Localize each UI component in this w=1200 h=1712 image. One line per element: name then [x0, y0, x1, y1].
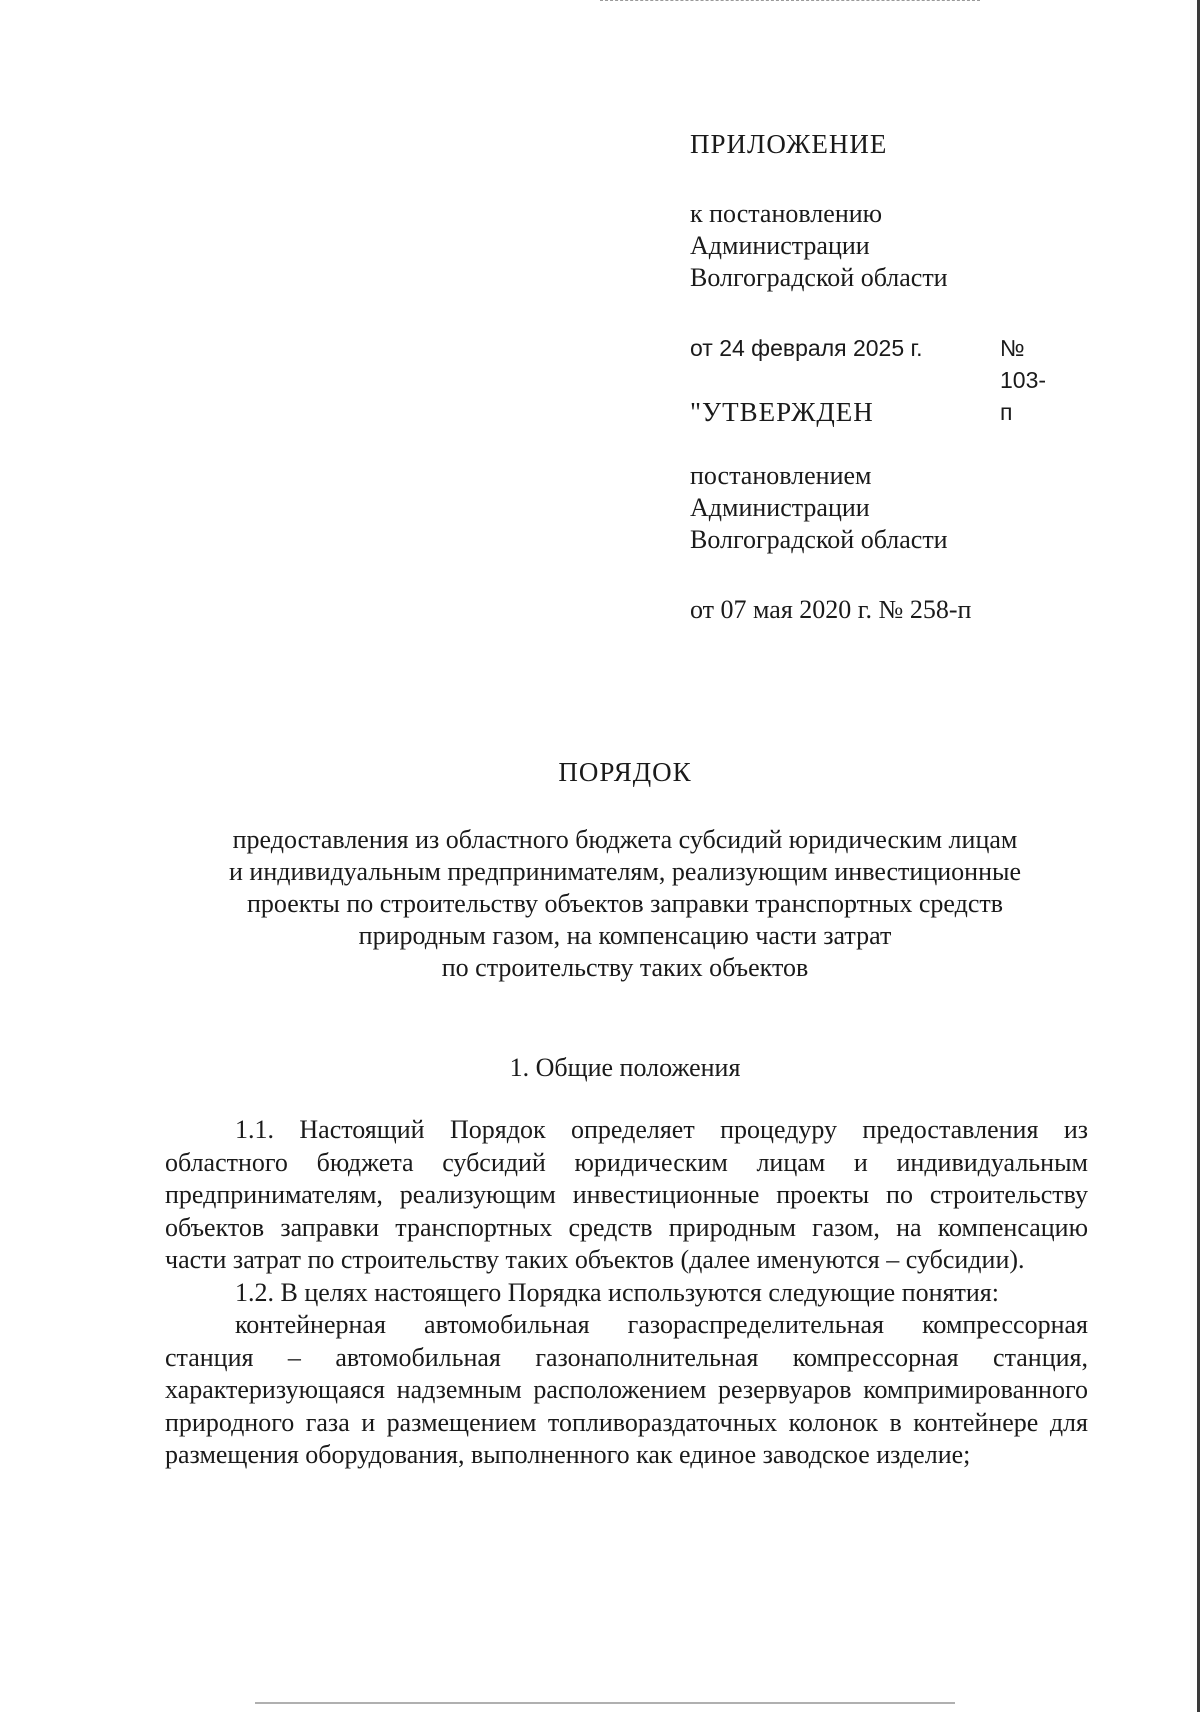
to-resolution-line: к постановлению	[690, 199, 883, 228]
appendix-label: ПРИЛОЖЕНИЕ	[690, 129, 888, 159]
paragraph-1-1: 1.1. Настоящий Порядок определяет процедуру предоставления из областного бюджета субсидий юридическим лицам и индивидуальным предпринимателям, реализующим инвестиционные проекты по строительству объектов заправки транспортных средств природным газом, на компенсацию части затрат по строительству таких объектов (далее именуются – субсидии).	[165, 1115, 1088, 1274]
to-resolution-line: Волгоградской области	[690, 263, 948, 292]
subtitle-line: и индивидуальным предпринимателям, реализующим инвестиционные	[229, 857, 1021, 886]
approved-label: "УТВЕРЖДЕН	[690, 397, 874, 427]
to-resolution-block	[690, 198, 948, 294]
subtitle-line: природным газом, на компенсацию части затрат	[358, 921, 892, 950]
document-subtitle	[150, 824, 1100, 984]
document-title: ПОРЯДОК	[558, 757, 692, 787]
by-resolution-block	[690, 460, 948, 556]
scan-artifact-top	[600, 0, 980, 3]
resolution-number: № 103-п	[1000, 335, 1047, 425]
subtitle-line: проекты по строительству объектов заправки транспортных средств	[247, 889, 1003, 918]
section-heading: 1. Общие положения	[509, 1053, 741, 1082]
by-resolution-line: Волгоградской области	[690, 525, 948, 554]
paragraph-definition: контейнерная автомобильная газораспределительная компрессорная станция – автомобильная газонаполнительная компрессорная станция, характеризующаяся надземным расположением резервуаров компримированного природного газа и размещением топливораздаточных колонок в контейнере для размещения оборудования, выполненного как единое заводское изделие;	[165, 1310, 1088, 1469]
original-resolution-date: от 07 мая 2020 г. № 258-п	[690, 595, 972, 624]
scan-artifact-bottom	[255, 1702, 955, 1706]
by-resolution-line: постановлением	[690, 461, 872, 490]
paragraph-1-2: 1.2. В целях настоящего Порядка используются следующие понятия:	[235, 1277, 999, 1307]
to-resolution-line: Администрации	[690, 231, 870, 260]
resolution-date: от 24 февраля 2025 г.	[690, 335, 923, 361]
body-text	[165, 1114, 1088, 1472]
subtitle-line: предоставления из областного бюджета субсидий юридическим лицам	[232, 825, 1018, 854]
subtitle-line: по строительству таких объектов	[441, 953, 809, 982]
by-resolution-line: Администрации	[690, 493, 870, 522]
